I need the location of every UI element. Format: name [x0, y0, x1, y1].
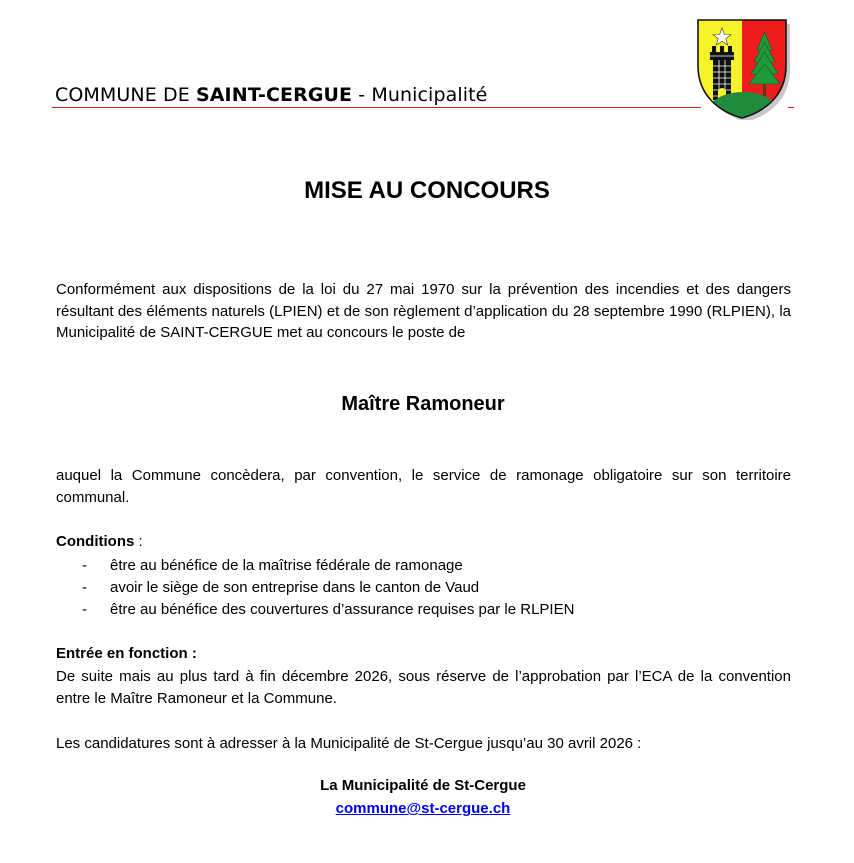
email-link[interactable]: commune@st-cergue.ch	[335, 800, 511, 817]
intro-paragraph: Conformément aux dispositions de la loi du 27 mai 1970 sur la prévention des incendies et des dangers résultant des éléments naturels (LPIEN) et de son règlement d’application du 28 septembre 1990 (RLPIEN), la Municipalité de SAINT-CERGUE met au concours le poste de	[56, 281, 791, 341]
condition-text: être au bénéfice des couvertures d’assurance requises par le RLPIEN	[110, 601, 575, 618]
conditions-heading-label: Conditions	[56, 533, 135, 550]
letterhead-title	[55, 84, 487, 106]
bullet-dash: -	[82, 579, 87, 596]
signature: La Municipalité de St-Cergue	[320, 777, 526, 794]
entry-heading: Entrée en fonction :	[56, 645, 197, 662]
conditions-heading	[56, 533, 143, 550]
letterhead-prefix: COMMUNE DE	[55, 84, 196, 106]
email-container	[0, 800, 846, 817]
conditions-heading-colon: :	[134, 533, 143, 550]
bullet-dash: -	[82, 601, 87, 618]
condition-text: avoir le siège de son entreprise dans le canton de Vaud	[110, 579, 480, 596]
list-item	[56, 577, 574, 599]
condition-text: être au bénéfice de la maîtrise fédérale de ramonage	[110, 557, 463, 574]
list-item	[56, 599, 574, 621]
coat-of-arms-logo	[694, 16, 794, 120]
list-item	[56, 555, 574, 577]
conditions-list	[56, 555, 574, 621]
applications-paragraph: Les candidatures sont à adresser à la Municipalité de St-Cergue jusqu’au 30 avril 2026 :	[56, 735, 642, 752]
entry-paragraph: De suite mais au plus tard à fin décembre 2026, sous réserve de l’approbation par l’ECA de la convention entre le Maître Ramoneur et la Commune.	[56, 668, 791, 707]
description-paragraph: auquel la Commune concèdera, par convention, le service de ramonage obligatoire sur son territoire communal.	[56, 467, 791, 506]
letterhead-suffix: - Municipalité	[352, 84, 488, 106]
position-title: Maître Ramoneur	[341, 393, 505, 415]
letterhead-rule	[52, 107, 701, 108]
page-title: MISE AU CONCOURS	[304, 177, 550, 204]
tower-icon	[710, 46, 734, 100]
letterhead-commune-name: SAINT-CERGUE	[195, 84, 353, 106]
bullet-dash: -	[82, 557, 87, 574]
